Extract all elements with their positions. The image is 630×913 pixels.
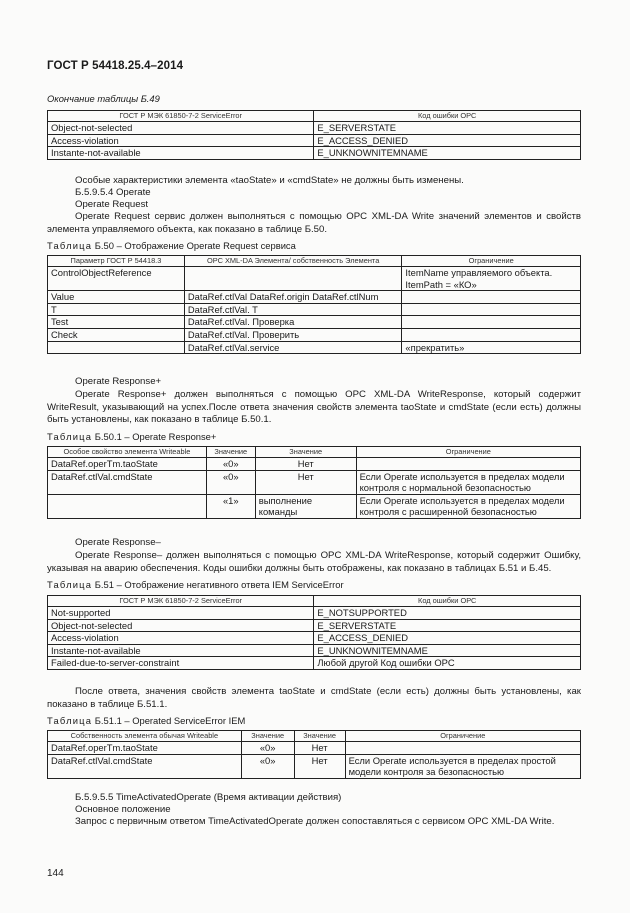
table-cell: Check xyxy=(48,328,185,341)
table-header-cell: Ограничение xyxy=(402,256,581,267)
table-cell: E_ACCESS_DENIED xyxy=(314,632,581,645)
paragraph: Запрос с первичным ответом TimeActivatedOperate должен сопоставляться с сервисом OPC XML-DA Write. xyxy=(75,816,555,827)
table-cell: DataRef.ctlVal. Проверка xyxy=(184,316,402,329)
table-cell: Object-not-selected xyxy=(48,619,314,632)
table-cell: Любой другой Код ошибки ОРС xyxy=(314,657,581,670)
table-cell: Access-violation xyxy=(48,632,314,645)
caption-label: Таблица xyxy=(47,715,93,726)
caption-label: Таблица xyxy=(47,240,93,251)
section-heading: Б.5.9.5.5 TimeActivatedOperate (Время активации действия) xyxy=(75,792,342,803)
table-cell: DataRef.ctlVal.cmdState xyxy=(48,754,242,778)
table-cell: Если Operate используется в пределах модели контроля с нормальной безопасностью xyxy=(356,470,580,494)
table-row xyxy=(48,657,581,670)
paragraph: Особые характеристики элемента «taoState» и «cmdState» не должны быть изменены. xyxy=(75,175,464,186)
table-cell: выполнение команды xyxy=(255,494,356,518)
table-cell xyxy=(345,742,580,755)
table-cell: Если Operate используется в пределах простой модели контроля за безопасностью xyxy=(345,754,580,778)
table-cell: «прекратить» xyxy=(402,341,581,354)
table-cell: Test xyxy=(48,316,185,329)
paragraph: После ответа, значения свойств элемента taoState и cmdState (если есть) должны быть установлены, как показано в таблице Б.51.1. xyxy=(47,686,581,710)
table-header-cell: ОРС XML-DA Элемента/ собственность Элемента xyxy=(184,256,402,267)
table-header-cell: Ограничение xyxy=(356,447,580,458)
table-cell: DataRef.operTm.taoState xyxy=(48,458,207,471)
table-b50 xyxy=(47,255,581,354)
table-cell: E_ACCESS_DENIED xyxy=(314,134,581,147)
table-cell: «1» xyxy=(206,494,255,518)
subsection-heading: Operate Response+ xyxy=(75,376,162,387)
table-header-cell: Особое свойство элемента Writeable xyxy=(48,447,207,458)
table-cell: Если Operate используется в пределах модели контроля с расширенной безопасностью xyxy=(356,494,580,518)
table-cell: Instante-not-available xyxy=(48,644,314,657)
table-cell: Value xyxy=(48,291,185,304)
caption-text: Б.51 – Отображение негативного ответа IEM ServiceError xyxy=(92,579,344,590)
table-cell xyxy=(184,267,402,291)
table-b511 xyxy=(47,730,581,779)
table-row xyxy=(48,328,581,341)
table-b49-caption: Окончание таблицы Б.49 xyxy=(47,93,160,104)
table-cell: «0» xyxy=(206,470,255,494)
table-cell: Not-supported xyxy=(48,607,314,620)
table-b49 xyxy=(47,110,581,160)
table-cell: Access-violation xyxy=(48,134,314,147)
table-row xyxy=(48,341,581,354)
table-cell xyxy=(402,316,581,329)
table-b501 xyxy=(47,446,581,519)
table-cell: DataRef.ctlVal.cmdState xyxy=(48,470,207,494)
caption-text: Б.51.1 – Operated ServiceError IEM xyxy=(92,715,246,726)
table-row xyxy=(48,607,581,620)
table-header-cell: Значение xyxy=(255,447,356,458)
table-cell: T xyxy=(48,303,185,316)
page-number: 144 xyxy=(47,868,64,879)
paragraph: Operate Response+ должен выполняться с помощью OPC XML-DA WriteResponse, который содержит WriteResult, указывающий на успех.После ответа значения свойств элемента taoState и cmdState (если есть) должны быть установлены, как показано в таблице Б.50.1. xyxy=(47,389,581,426)
table-cell xyxy=(48,494,207,518)
table-b51-caption xyxy=(47,579,344,590)
table-cell: «0» xyxy=(206,458,255,471)
table-header-cell: ГОСТ Р МЭК 61850-7-2 ServiceError xyxy=(48,596,314,607)
table-row xyxy=(48,267,581,291)
table-row xyxy=(48,742,581,755)
table-b50-caption xyxy=(47,240,296,251)
table-cell: ItemName управляемого объекта. ItemPath = «КО» xyxy=(402,267,581,291)
table-row xyxy=(48,494,581,518)
table-cell: E_SERVERSTATE xyxy=(314,122,581,135)
table-row xyxy=(48,470,581,494)
table-cell: E_UNKNOWNITEMNAME xyxy=(314,644,581,657)
table-cell: DataRef.ctlVal. T xyxy=(184,303,402,316)
table-cell xyxy=(356,458,580,471)
table-row xyxy=(48,632,581,645)
table-cell: «0» xyxy=(241,754,294,778)
table-cell: Instante-not-available xyxy=(48,147,314,160)
table-cell xyxy=(48,341,185,354)
paragraph: Operate Request сервис должен выполняться с помощью OPC XML-DA Write значений элементов и свойств элемента управляемого объекта, как показано в таблице Б.50. xyxy=(47,211,581,235)
table-cell xyxy=(402,291,581,304)
table-header-row xyxy=(48,731,581,742)
caption-label: Таблица xyxy=(47,579,93,590)
table-row xyxy=(48,122,581,135)
table-row xyxy=(48,458,581,471)
table-header-row xyxy=(48,256,581,267)
table-cell: DataRef.ctlVal. Проверить xyxy=(184,328,402,341)
table-cell: Нет xyxy=(255,470,356,494)
table-cell: ControlObjectReference xyxy=(48,267,185,291)
table-cell: Object-not-selected xyxy=(48,122,314,135)
table-cell xyxy=(402,328,581,341)
table-header-row xyxy=(48,596,581,607)
table-header-cell: Параметр ГОСТ Р 54418.3 xyxy=(48,256,185,267)
table-row xyxy=(48,291,581,304)
table-b501-caption xyxy=(47,431,216,442)
table-b511-caption xyxy=(47,715,245,726)
table-cell: E_NOTSUPPORTED xyxy=(314,607,581,620)
table-cell: DataRef.ctlVal DataRef.origin DataRef.ctlNum xyxy=(184,291,402,304)
table-cell: Failed-due-to-server-constraint xyxy=(48,657,314,670)
caption-text: Б.50 – Отображение Operate Request сервиса xyxy=(92,240,296,251)
table-header-row xyxy=(48,447,581,458)
table-header-cell: Значение xyxy=(241,731,294,742)
table-row xyxy=(48,303,581,316)
table-header-cell: Значение xyxy=(294,731,345,742)
table-row xyxy=(48,619,581,632)
table-header-cell: Собственность элемента обычая Writeable xyxy=(48,731,242,742)
table-cell: E_UNKNOWNITEMNAME xyxy=(314,147,581,160)
caption-text: Б.50.1 – Operate Response+ xyxy=(92,431,217,442)
table-row xyxy=(48,754,581,778)
table-cell: DataRef.operTm.taoState xyxy=(48,742,242,755)
document-header: ГОСТ Р 54418.25.4–2014 xyxy=(47,60,184,72)
table-cell: Нет xyxy=(255,458,356,471)
table-cell: «0» xyxy=(241,742,294,755)
table-header-cell: Значение xyxy=(206,447,255,458)
table-header-row xyxy=(48,111,581,122)
table-row xyxy=(48,644,581,657)
table-cell: Нет xyxy=(294,754,345,778)
paragraph: Operate Response– должен выполняться с помощью OPC XML-DA WriteResponse, который содержит Ошибку, указывая на аварию обеспечения. Коды ошибки должны быть отображены, как показано в таблицах Б.51 и Б.45. xyxy=(47,550,581,574)
table-cell xyxy=(402,303,581,316)
caption-label: Таблица xyxy=(47,431,93,442)
table-header-cell: Ограничение xyxy=(345,731,580,742)
table-row xyxy=(48,134,581,147)
table-row xyxy=(48,147,581,160)
subsection-heading: Operate Request xyxy=(75,199,149,210)
table-header-cell: ГОСТ Р МЭК 61850-7-2 ServiceError xyxy=(48,111,314,122)
table-row xyxy=(48,316,581,329)
section-heading: Б.5.9.5.4 Operate xyxy=(75,187,151,198)
table-b51 xyxy=(47,595,581,670)
subsection-heading: Основное положение xyxy=(75,804,171,815)
table-cell: DataRef.ctlVal.service xyxy=(184,341,402,354)
table-header-cell: Код ошибки ОРС xyxy=(314,596,581,607)
table-cell: Нет xyxy=(294,742,345,755)
subsection-heading: Operate Response– xyxy=(75,537,161,548)
table-cell: E_SERVERSTATE xyxy=(314,619,581,632)
table-header-cell: Код ошибки ОРС xyxy=(314,111,581,122)
